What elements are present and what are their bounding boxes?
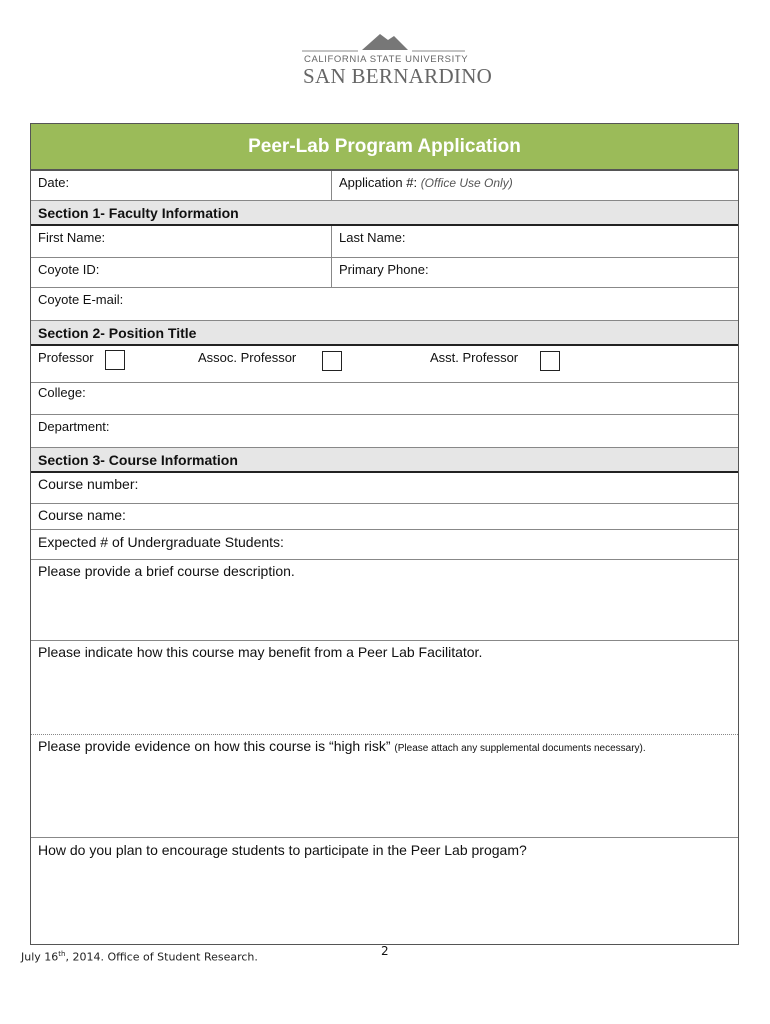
form-title: Peer-Lab Program Application — [31, 124, 738, 171]
course-number-row[interactable] — [31, 473, 738, 504]
asst-professor-label: Asst. Professor — [430, 350, 519, 365]
department-row — [31, 415, 738, 448]
expected-students-row[interactable] — [31, 530, 738, 560]
benefit-row[interactable] — [31, 641, 738, 735]
course-description-row[interactable] — [31, 560, 738, 641]
date-label: Date: — [38, 175, 70, 190]
course-description-label: Please provide a brief course description. — [38, 563, 295, 579]
high-risk-text: Please provide evidence on how this course is “high risk” — [38, 738, 391, 754]
encourage-label: How do you plan to encourage students to participate in the Peer Lab progam? — [38, 842, 527, 858]
mountain-icon — [300, 30, 470, 54]
application-label: Application #: — [339, 175, 418, 190]
college-label: College: — [38, 385, 86, 400]
department-field[interactable] — [31, 415, 740, 447]
section-2-header: Section 2- Position Title — [31, 321, 738, 346]
professor-label: Professor — [38, 350, 94, 365]
last-name-label: Last Name: — [339, 230, 406, 245]
college-row — [31, 383, 738, 415]
office-use-note: (Office Use Only) — [420, 176, 513, 190]
footer-date-suffix: , 2014. Office of Student Research. — [65, 950, 258, 964]
primary-phone-field[interactable] — [331, 258, 740, 287]
name-row — [31, 226, 738, 258]
date-field[interactable] — [31, 171, 331, 200]
assoc-professor-label: Assoc. Professor — [198, 350, 297, 365]
coyote-id-field[interactable] — [31, 258, 331, 287]
coyote-email-label: Coyote E-mail: — [38, 292, 124, 307]
footer-date-prefix: July 16 — [21, 950, 59, 964]
page-number: 2 — [381, 944, 389, 958]
asst-professor-checkbox[interactable] — [540, 351, 560, 371]
college-field[interactable] — [31, 383, 740, 414]
email-row — [31, 288, 738, 321]
footer-date-sup: th — [58, 950, 66, 958]
coyote-email-field[interactable] — [31, 288, 740, 320]
application-form — [30, 123, 739, 945]
first-name-field[interactable] — [31, 226, 331, 257]
primary-phone-label: Primary Phone: — [339, 262, 429, 277]
position-row — [31, 346, 738, 383]
course-name-row[interactable] — [31, 504, 738, 530]
logo-campus-line: SAN BERNARDINO — [303, 64, 493, 88]
department-label: Department: — [38, 419, 110, 434]
section-3-header: Section 3- Course Information — [31, 448, 738, 473]
course-name-label: Course name: — [38, 507, 126, 523]
encourage-row[interactable] — [31, 838, 738, 945]
assoc-professor-checkbox[interactable] — [322, 351, 342, 371]
course-number-label: Course number: — [38, 476, 139, 492]
first-name-label: First Name: — [38, 230, 106, 245]
high-risk-row[interactable] — [31, 735, 738, 838]
section-1-header: Section 1- Faculty Information — [31, 201, 738, 226]
professor-checkbox[interactable] — [105, 350, 125, 370]
last-name-field[interactable] — [331, 226, 740, 257]
high-risk-label — [38, 738, 646, 754]
application-number-field[interactable] — [331, 171, 740, 200]
expected-students-label: Expected # of Undergraduate Students: — [38, 534, 284, 550]
logo-university-line: CALIFORNIA STATE UNIVERSITY — [304, 54, 469, 65]
university-logo — [300, 30, 493, 88]
id-phone-row — [31, 258, 738, 288]
footer-text — [21, 950, 258, 964]
benefit-label: Please indicate how this course may benefit from a Peer Lab Facilitator. — [38, 644, 483, 660]
high-risk-note: (Please attach any supplemental documents necessary). — [394, 743, 646, 754]
date-row — [31, 171, 738, 201]
coyote-id-label: Coyote ID: — [38, 262, 100, 277]
